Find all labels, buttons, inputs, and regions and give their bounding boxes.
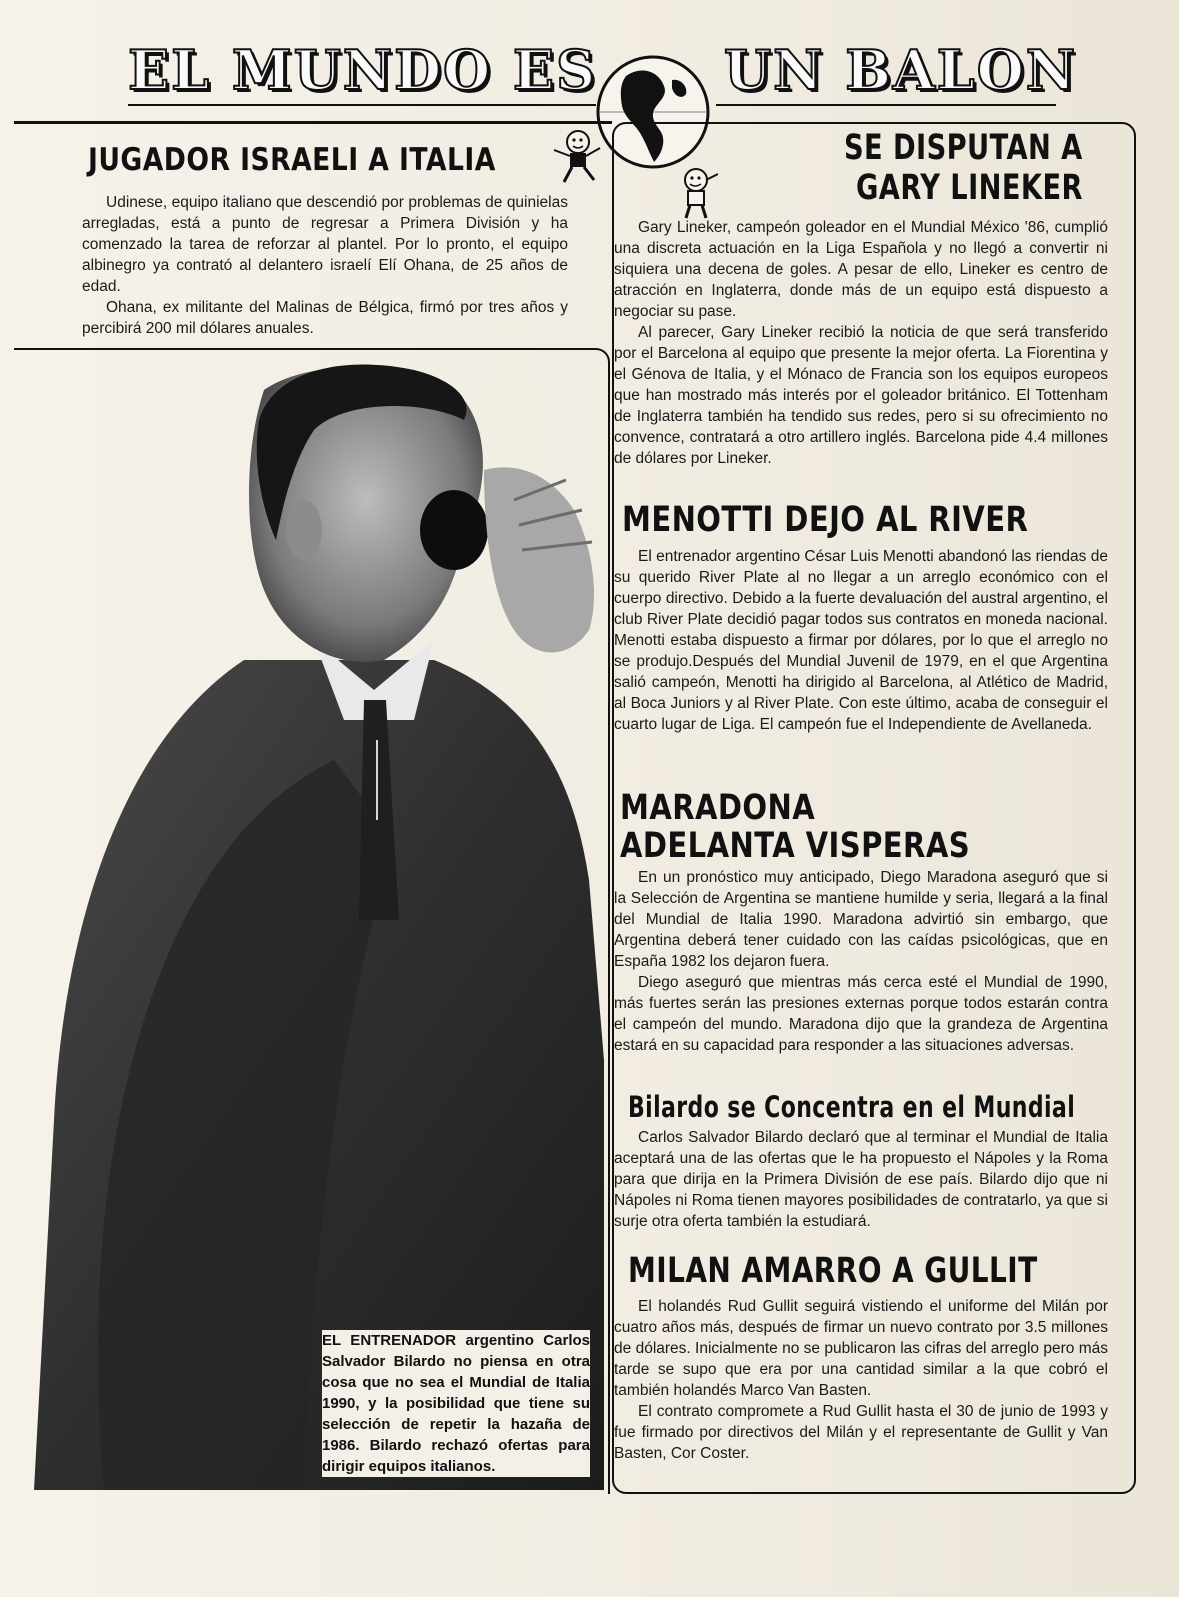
article-body	[614, 1127, 1108, 1232]
article-headline: GARY LINEKER	[856, 168, 1083, 208]
coach-shouting-photo	[14, 360, 604, 1490]
article-body	[82, 192, 568, 339]
article-paragraph: Ohana, ex militante del Malinas de Bélgica, firmó por tres años y percibirá 200 mil dólares anuales.	[82, 299, 568, 337]
article-headline: MARADONA	[620, 788, 816, 828]
article-paragraph: Udinese, equipo italiano que descendió por problemas de quinielas arregladas, está a punto de regresar a Primera División y ha comenzado la tarea de reforzar al plantel. Por lo pronto, el equipo albinegro ya contrató al delantero israelí Elí Ohana, de 25 años de edad.	[82, 194, 568, 295]
article-paragraph: El entrenador argentino César Luis Menotti abandonó las riendas de su querido River Plate al no llegar a un arreglo económico con el cuerpo directivo. Debido a la fuerte devaluación del austral argentino, el club River Plate decidió pagar todos sus contratos en moneda nacional. Menotti estaba dispuesto a firmar por dólares, por lo que el arreglo no se produjo.Después del Mundial Juvenil de 1979, en el que Argentina salió campeón, Menotti ha dirigido al Barcelona, al Atlético de Madrid, al Boca Juniors y al River Plate. Con este último, acaba de conseguir el cuarto lugar de Liga. El campeón fue el Independiente de Avellaneda.	[614, 548, 1108, 733]
article-paragraph: Al parecer, Gary Lineker recibió la noticia de que será transferido por el Barcelona al equipo que presente la mejor oferta. La Fiorentina y el Génova de Italia, y el Mónaco de Francia son los equipos europeos que han mostrado más interés por el goleador británico. El Tottenham de Inglaterra también ha tendido sus redes, pero si su ofrecimiento no convence, contratará a otro artillero inglés. Barcelona pide 4.4 millones de dólares por Lineker.	[614, 324, 1108, 467]
article-paragraph: El holandés Rud Gullit seguirá vistiendo el uniforme del Milán por cuatro años más, después de firmar un nuevo contrato por 3.5 millones de dólares. Inicialmente no se publicaron las cifras del arreglo pero más tarde se supo que era por una cantidad similar a la que cobró el también holandés Marco Van Basten.	[614, 1298, 1108, 1399]
cartoon-mascot-icon	[548, 126, 608, 190]
top-rule	[14, 121, 612, 124]
article-headline: SE DISPUTAN A	[844, 128, 1083, 168]
article-body	[614, 1296, 1108, 1464]
masthead-title-right: UN BALON	[724, 38, 1078, 102]
masthead-title-left: EL MUNDO ES	[128, 38, 597, 102]
article-paragraph: Gary Lineker, campeón goleador en el Mundial México '86, cumplió una discreta actuación en la Liga Española y no llegó a convertir ni siquiera una decena de goles. A pesar de ello, Lineker es centro de atracción en Inglaterra, donde más de un equipo está dispuesto a negociar su pase.	[614, 219, 1108, 320]
article-body	[614, 546, 1108, 735]
article-body	[614, 217, 1108, 469]
article-headline: Bilardo se Concentra en el Mundial	[628, 1090, 1076, 1124]
article-paragraph: Carlos Salvador Bilardo declaró que al terminar el Mundial de Italia aceptará una de las ofertas que le ha propuesto el Nápoles y la Roma para que dirija en la Primera División de ese país. Bilardo dijo que ni Nápoles ni Roma tienen mayores posibilidades de contratarlo, ya que si surje otra oferta también la estudiará.	[614, 1129, 1108, 1230]
article-paragraph: Diego aseguró que mientras más cerca esté el Mundial de 1990, más fuertes serán las presiones externas porque todos estarán contra el campeón del mundo. Maradona dijo que la grandeza de Argentina estará en su capacidad para responder a las situaciones adversas.	[614, 974, 1108, 1054]
article-paragraph: En un pronóstico muy anticipado, Diego Maradona aseguró que si la Selección de Argentina se mantiene humilde y seria, llegará a la final del Mundial de Italia 1990. Maradona advirtió sin embargo, que Argentina deberá tener cuidado con las caídas psicológicas, que en España 1982 los dejaron fuera.	[614, 869, 1108, 970]
masthead-rule-right	[716, 104, 1056, 106]
article-headline: ADELANTA VISPERAS	[620, 826, 971, 866]
article-headline: MENOTTI DEJO AL RIVER	[622, 500, 1029, 540]
masthead-rule-left	[128, 104, 596, 106]
photo-caption: EL ENTRENADOR argentino Carlos Salvador Bilardo no piensa en otra cosa que no sea el Mundial de Italia 1990, y la posibilidad que tiene su selección de repetir la hazaña de 1986. Bilardo rechazó ofertas para dirigir equipos italianos.	[322, 1332, 590, 1475]
article-paragraph: El contrato compromete a Rud Gullit hasta el 30 de junio de 1993 y fue firmado por directivos del Milán y el representante de Gullit y Van Basten, Cor Coster.	[614, 1403, 1108, 1462]
article-headline: JUGADOR ISRAELI A ITALIA	[88, 142, 496, 178]
article-body	[614, 867, 1108, 1056]
article-headline: MILAN AMARRO A GULLIT	[628, 1251, 1038, 1291]
